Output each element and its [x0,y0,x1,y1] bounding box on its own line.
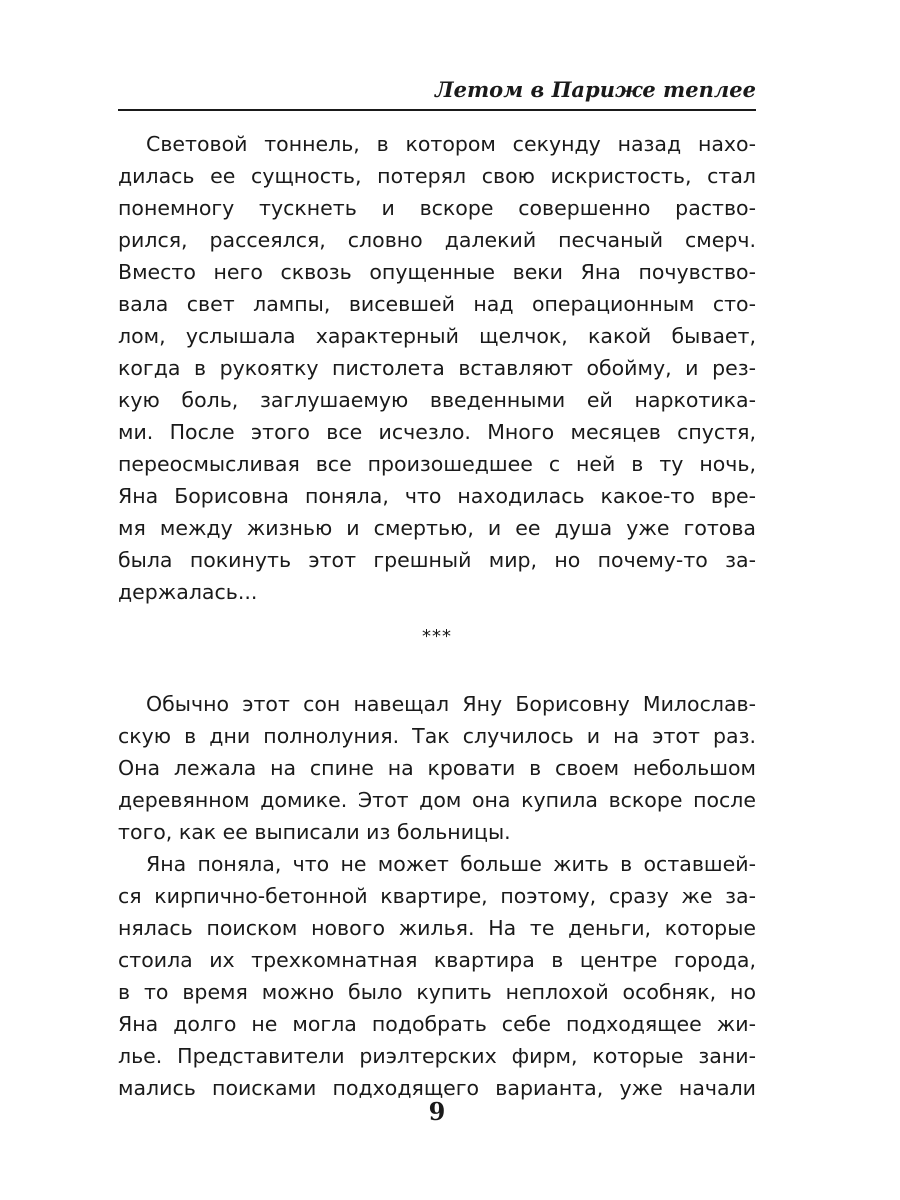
text-line: держалась... [118,580,258,604]
text-line: Яна Борисовна поняла, что находилась какое-то вре- [118,484,756,508]
paragraph-3 [118,848,756,1104]
page-number: 9 [428,1097,446,1126]
header-rule [118,109,756,111]
text-line: Вместо него сквозь опущенные веки Яна почувство- [118,260,756,284]
text-line: ми. После этого все исчезло. Много месяцев спустя, [118,420,756,444]
text-line: была покинуть этот грешный мир, но почему-то за- [118,548,756,572]
text-line: переосмысливая все произошедшее с ней в ту ночь, [118,452,756,476]
text-line: дилась ее сущность, потерял свою искристость, стал [118,164,756,188]
section-separator: *** [422,626,452,647]
text-line: мя между жизнью и смертью, и ее душа уже готова [118,516,756,540]
paragraph-2 [118,688,756,848]
text-line: когда в рукоятку пистолета вставляют обойму, и рез- [118,356,756,380]
text-line: Яна долго не могла подобрать себе подходящее жи- [118,1012,756,1036]
text-line: в то время можно было купить неплохой особняк, но [118,980,756,1004]
text-line: рился, рассеялся, словно далекий песчаный смерч. [118,228,756,252]
text-line: нялась поиском нового жилья. На те деньги, которые [118,916,756,940]
text-line: понемногу тускнеть и вскоре совершенно раство- [118,196,756,220]
paragraph-1 [118,128,756,608]
text-line: деревянном домике. Этот дом она купила вскоре после [118,788,756,812]
text-line: Обычно этот сон навещал Яну Борисовну Милослав- [146,692,756,716]
text-line: Световой тоннель, в котором секунду назад нахо- [146,132,756,156]
text-line: стоила их трехкомнатная квартира в центре города, [118,948,756,972]
text-line: Яна поняла, что не может больше жить в оставшей- [146,852,756,876]
text-line: лье. Представители риэлтерских фирм, которые зани- [118,1044,756,1068]
text-line: вала свет лампы, висевшей над операционным сто- [118,292,756,316]
running-title: Летом в Париже теплее [435,77,756,102]
text-line: кую боль, заглушаемую введенными ей наркотика- [118,388,756,412]
text-line: Она лежала на спине на кровати в своем небольшом [118,756,756,780]
text-line: того, как ее выписали из больницы. [118,820,511,844]
text-line: скую в дни полнолуния. Так случилось и на этот раз. [118,724,756,748]
text-line: ся кирпично-бетонной квартире, поэтому, сразу же за- [118,884,756,908]
text-line: мались поисками подходящего варианта, уже начали [118,1076,756,1100]
text-line: лом, услышала характерный щелчок, какой бывает, [118,324,756,348]
